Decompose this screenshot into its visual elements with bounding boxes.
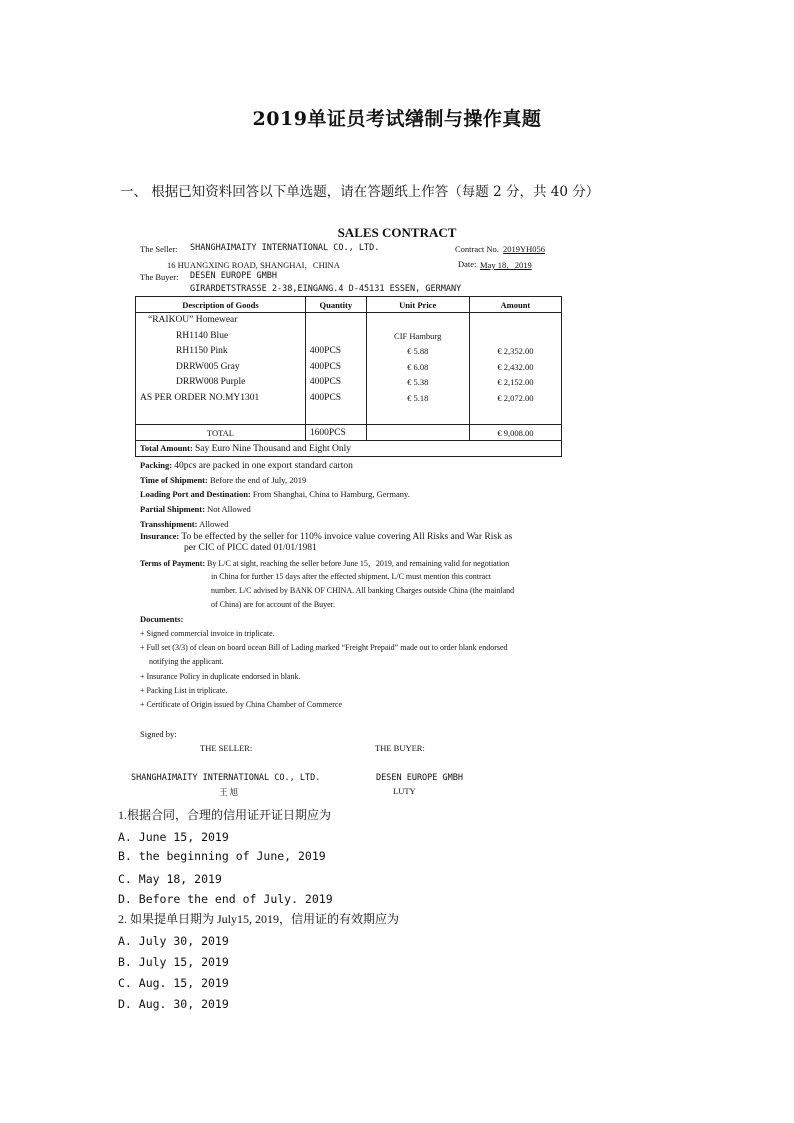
- quantity-value: 400PCS: [309, 377, 342, 387]
- question-2-option-a: A. July 30, 2019: [118, 934, 229, 948]
- quantity-value: 400PCS: [309, 392, 342, 403]
- buyer-signature-company: DESEN EUROPE GMBH: [376, 773, 463, 783]
- buyer-label: The Buyer:: [140, 272, 179, 282]
- packing-label: Packing:: [140, 460, 173, 470]
- unit-price-value: € 5.18: [407, 392, 429, 403]
- document-item: + Insurance Policy in duplicate endorsed in blank.: [140, 672, 301, 681]
- total-quantity: 1600PCS: [305, 425, 366, 441]
- payment-text-4: of China) are for account of the Buyer.: [211, 600, 335, 609]
- documents-label: Documents:: [140, 614, 184, 624]
- unit-price-value: € 5.88: [407, 346, 429, 356]
- amount-value: € 2,432.00: [497, 361, 534, 372]
- description-cell: [136, 313, 306, 425]
- goods-item: RH1150 Pink: [176, 346, 228, 356]
- partial-shipment-line: [140, 504, 251, 514]
- insurance-line: [140, 531, 512, 542]
- seller-label: The Seller:: [140, 244, 178, 254]
- order-number: AS PER ORDER NO.MY1301: [140, 392, 260, 403]
- seller-signatory: 王 旭: [219, 787, 239, 797]
- payment-text-2: in China for further 15 days after the effected shipment. L/C must mention this contract: [211, 572, 491, 581]
- price-term: CIF Hamburg: [394, 330, 442, 341]
- goods-table: [135, 296, 562, 457]
- buyer-name: DESEN EUROPE GMBH: [190, 271, 277, 281]
- port-label: Loading Port and Destination:: [140, 489, 251, 499]
- payment-line: [140, 558, 509, 569]
- seller-name: SHANGHAIMAITY INTERNATIONAL CO., LTD.: [190, 243, 380, 253]
- buyer-signature-heading: THE BUYER:: [375, 743, 425, 753]
- port-line: [140, 489, 410, 499]
- total-label: TOTAL: [136, 425, 306, 441]
- amount-value: [470, 313, 561, 329]
- contract-date: May 18，2019: [480, 260, 532, 270]
- trans-label: Transshipment:: [140, 519, 198, 529]
- page-title: 2019单证员考试缮制与操作真题: [252, 108, 542, 130]
- header-quantity: Quantity: [305, 297, 366, 313]
- payment-label: Terms of Payment:: [140, 559, 206, 568]
- goods-brand: “RAIKOU” Homewear: [148, 315, 238, 325]
- shipment-label: Time of Shipment:: [140, 475, 208, 485]
- quantity-value: 400PCS: [309, 346, 342, 356]
- trans-value: Allowed: [199, 519, 229, 529]
- insurance-label: Insurance:: [140, 531, 180, 541]
- quantity-value: [310, 329, 366, 345]
- question-2-stem: 2. 如果提单日期为 July15, 2019，信用证的有效期应为: [118, 912, 400, 926]
- total-words-label: Total Amount:: [140, 443, 193, 453]
- section-heading: 一、 根据已知资料回答以下单选题，请在答题纸上作答（每题 2 分，共 40 分）: [120, 184, 600, 200]
- insurance-text-2: per CIC of PICC dated 01/01/1981: [184, 543, 317, 553]
- question-2-option-c: C. Aug. 15, 2019: [118, 976, 229, 990]
- port-value: From Shanghai, China to Hamburg, Germany.: [252, 489, 410, 499]
- amount-value: € 2,072.00: [497, 392, 534, 403]
- goods-item: DRRW008 Purple: [176, 377, 246, 387]
- buyer-signatory: LUTY: [393, 786, 416, 796]
- amount-cell: [469, 313, 561, 425]
- payment-text-3: number. L/C advised by BANK OF CHINA. All banking Charges outside China (the mainland: [211, 586, 515, 595]
- seller-signature-company: SHANGHAIMAITY INTERNATIONAL CO., LTD.: [131, 773, 321, 783]
- question-1-stem: 1.根据合同，合理的信用证开证日期应为: [118, 808, 332, 822]
- document-item: + Certificate of Origin issued by China Chamber of Commerce: [140, 700, 343, 709]
- buyer-address: GIRARDETSTRASSE 2-38,EINGANG.4 D-45131 ESSEN, GERMANY: [190, 284, 462, 294]
- seller-signature-heading: THE SELLER:: [200, 743, 253, 753]
- document-item-cont: notifying the applicant.: [149, 657, 224, 666]
- question-1-option-d: D. Before the end of July. 2019: [118, 892, 333, 906]
- date-label: Date:: [458, 259, 477, 269]
- amount-value: [470, 329, 561, 345]
- contract-title: SALES CONTRACT: [337, 225, 457, 240]
- unit-price-value: [367, 313, 469, 329]
- quantity-value: [310, 313, 366, 329]
- shipment-line: [140, 475, 306, 485]
- total-in-words-row: [136, 441, 562, 457]
- payment-text: By L/C at sight, reaching the seller before June 15，2019, and remaining valid for negotiation: [207, 559, 510, 568]
- transshipment-line: [140, 519, 228, 529]
- shipment-value: Before the end of July, 2019: [209, 475, 307, 485]
- seller-address: 16 HUANGXING ROAD, SHANGHAI，CHINA: [167, 260, 340, 270]
- document-item: + Packing List in triplicate.: [140, 686, 228, 695]
- total-words: Say Euro Nine Thousand and Eight Only: [194, 444, 351, 454]
- quantity-cell: [305, 313, 366, 425]
- packing-line: [140, 460, 353, 471]
- partial-value: Not Allowed: [207, 504, 251, 514]
- header-unit-price: Unit Price: [366, 297, 469, 313]
- signed-by-label: Signed by:: [140, 729, 177, 739]
- question-1-option-c: C. May 18, 2019: [118, 872, 222, 886]
- unit-price-value: € 5.38: [407, 377, 429, 387]
- goods-item: DRRW005 Gray: [176, 361, 240, 372]
- question-2-option-b: B. July 15, 2019: [118, 955, 229, 969]
- contract-no: 2019YH056: [503, 244, 546, 254]
- goods-item: RH1140 Blue: [176, 330, 229, 341]
- header-description: Description of Goods: [136, 297, 306, 313]
- unit-price-value: € 6.08: [407, 361, 429, 372]
- total-amount: € 9,008.00: [469, 425, 561, 441]
- partial-label: Partial Shipment:: [140, 504, 205, 514]
- question-2-option-d: D. Aug. 30, 2019: [118, 997, 229, 1011]
- header-amount: Amount: [469, 297, 561, 313]
- unit-price-cell: [366, 313, 469, 425]
- amount-value: € 2,352.00: [497, 346, 534, 356]
- question-1-option-a: A. June 15, 2019: [118, 830, 229, 844]
- document-item: + Signed commercial invoice in triplicate.: [140, 629, 275, 638]
- quantity-value: 400PCS: [309, 361, 342, 372]
- total-price-empty: [366, 425, 469, 441]
- insurance-text: To be effected by the seller for 110% invoice value covering All Risks and War Risk as: [181, 532, 513, 542]
- question-1-option-b: B. the beginning of June, 2019: [118, 849, 326, 863]
- amount-value: € 2,152.00: [497, 377, 534, 387]
- document-item: + Full set (3/3) of clean on board ocean Bill of Lading marked “Freight Prepaid” made out to order blank endorsed: [140, 643, 508, 652]
- packing-value: 40pcs are packed in one export standard carton: [174, 461, 353, 471]
- contract-no-label: Contract No.: [455, 244, 499, 254]
